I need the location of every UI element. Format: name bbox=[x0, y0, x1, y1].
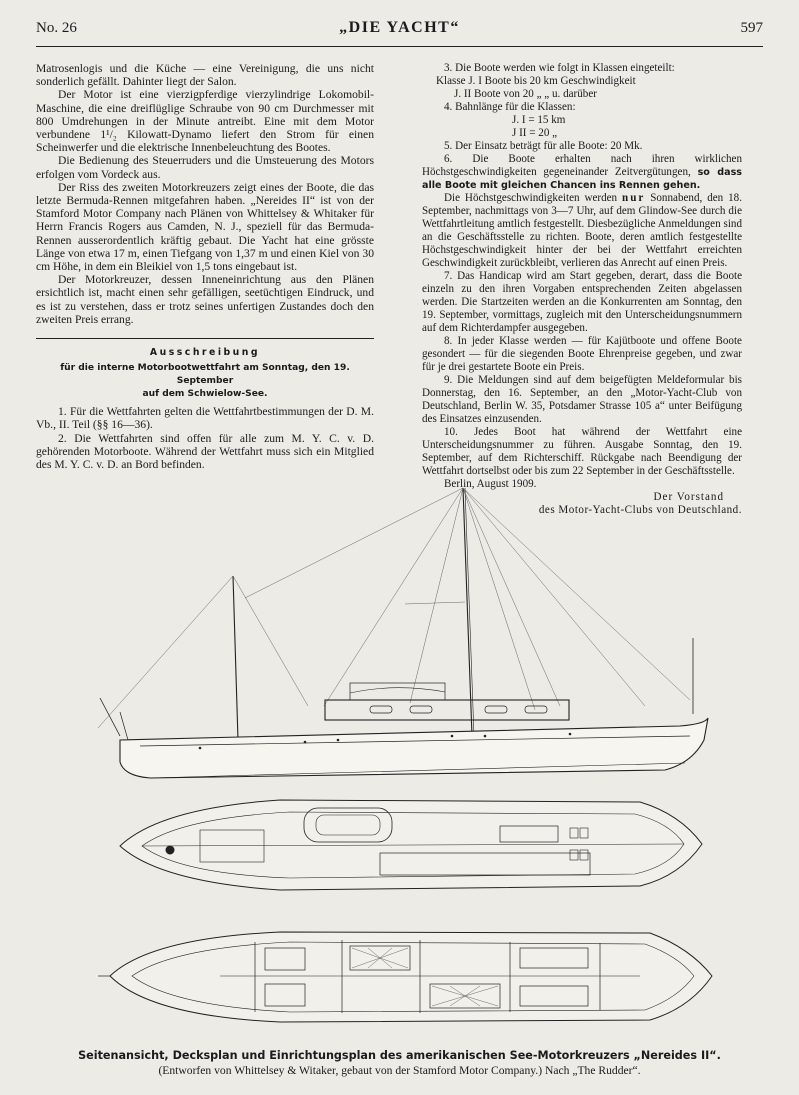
paragraph: Der Motor ist eine vierzigpferdige vierzylindrige Lokomobil-Maschine, die eine dreiflüglige Schraube von 90 cm Durchmesser mit 800 Umdrehungen in der Minute antreibt. Eine mit dem Motor verbundene 1¹/₂ Kilowatt-Dynamo liefert den Strom für einen Scheinwerfer und die elektrische Innenbeleuchtung des Bootes. bbox=[36, 88, 374, 155]
class-line: Klasse J. I Boote bis 20 km Geschwindigkeit bbox=[436, 75, 636, 87]
rule-text: Sonnabend, den 18. September, nachmittags von 3—7 Uhr, auf dem Glindow-See durch die Wettfahrtleitung amtlich festgestellt. Diesbezügliche Anmeldungen sind an die Geschäftsstelle zu richten. Boote, deren amtlich festgestellte Höchstgeschwindigkeit hinter der bei der Wettfahrt erreichten Geschwindigkeit zurückbleibt, verlieren das Anrecht auf einen Preis. bbox=[422, 192, 742, 269]
rule-item bbox=[422, 153, 742, 192]
rule-item: 4. Bahnlänge für die Klassen: bbox=[444, 101, 576, 113]
deck-plan-drawing bbox=[120, 800, 702, 890]
course-length: J. I = 15 km bbox=[512, 114, 566, 126]
rule-item: 9. Die Meldungen sind auf dem beigefügten Meldeformular bis Donnerstag, den 16. September, an den „Motor-Yacht-Club von Deutschland, Berlin W. 35, Potsdamer Strasse 105 a“ unter Beifügung des Einsatzes einzusenden. bbox=[422, 374, 742, 425]
class-line: J. II Boote von 20 „ „ u. darüber bbox=[454, 88, 597, 100]
figure-caption-credit: (Entworfen von Whittelsey & Witaker, gebaut von der Stamford Motor Company.) Nach „The Rudder“. bbox=[158, 1064, 641, 1077]
signature-line: Der Vorstand bbox=[653, 491, 724, 503]
rule-item: 5. Der Einsatz beträgt für alle Boote: 20 Mk. bbox=[444, 140, 643, 152]
rule-item: 7. Das Handicap wird am Start gegeben, derart, dass die Boote einzeln zu den ihren Vorgaben entsprechenden Zeiten abgelassen werden. Die Startzeiten werden an die Konkurrenten am Sonntag, den 19. September, vormittags, zugleich mit den Unterscheidungsnummern auf dem Richterdampfer ausgegeben. bbox=[422, 270, 742, 334]
rule-item: 2. Die Wettfahrten sind offen für alle zum M. Y. C. v. D. gehörenden Motorboote. Während der Wettfahrt muss sich ein Mitglied des M. Y. C. v. D. an Bord befinden. bbox=[36, 431, 374, 472]
course-length: J II = 20 „ bbox=[512, 127, 558, 139]
announcement-title: Ausschreibung bbox=[149, 347, 261, 359]
page-header bbox=[36, 20, 763, 47]
rule-emphasis: so dass alle Boote mit gleichen Chancen ins Rennen gehen. bbox=[422, 167, 742, 191]
paragraph: Der Riss des zweiten Motorkreuzers zeigt eines der Boote, die das letzte Bermuda-Rennen mitgefahren haben. „Nereides II“ ist von der Stamford Motor Company nach Plänen von Whittelsey & Whitaker für Herrn Francis Rogers aus Camden, N. J., speziell für das Bermuda-Rennen ausserordentlich kräftig gebaut. Die Yacht hat eine grösste Länge von etwa 17 m, einen Tiefgang von 1,37 m und einen Kiel von 30 cm Höhe, in dem ein Bleikiel von 1,5 tons eingebaut ist. bbox=[36, 180, 374, 274]
announcement-subtitle-line: auf dem Schwielow-See. bbox=[142, 389, 268, 400]
interior-plan-drawing bbox=[98, 932, 712, 1022]
rule-item: 3. Die Boote werden wie folgt in Klassen eingeteilt: bbox=[444, 62, 675, 74]
side-elevation-drawing bbox=[98, 488, 708, 778]
paragraph: Die Bedienung des Steuerruders und die Umsteuerung des Motors erfolgen vom Vordeck aus. bbox=[36, 154, 374, 181]
rule-item: 10. Jedes Boot hat während der Wettfahrt eine Unterscheidungsnummer zu führen. Ausgabe Sonntag, den 19. September, auf dem Richterschiff. Rückgabe nach Beendigung der Wettfahrt dortselbst oder bis zum 22 September in der Geschäftsstelle. bbox=[422, 426, 742, 477]
rule-item bbox=[422, 192, 742, 270]
place-date: Berlin, August 1909. bbox=[444, 478, 537, 490]
paragraph: Matrosenlogis und die Küche — eine Vereinigung, die uns nicht sonderlich gefällt. Dahinter liegt der Salon. bbox=[36, 62, 374, 89]
left-column bbox=[36, 62, 374, 471]
signature-line: des Motor-Yacht-Clubs von Deutschland. bbox=[538, 504, 742, 516]
section-divider bbox=[36, 338, 374, 339]
page-number: 597 bbox=[740, 20, 763, 36]
yacht-plans-figure bbox=[80, 478, 740, 1046]
rule-item: 1. Für die Wettfahrten gelten die Wettfahrtbestimmungen der D. M. Vb., II. Teil (§§ 16—36). bbox=[36, 405, 374, 432]
rule-text: Die Höchstgeschwindigkeiten werden bbox=[444, 192, 618, 204]
rule-item: 8. In jeder Klasse werden — für Kajütboote und offene Boote gesondert — für die siegenden Boote Ehrenpreise gegeben, und zwar für je drei gestartete Boote ein Preis. bbox=[422, 335, 742, 373]
paragraph: Der Motorkreuzer, dessen Inneneinrichtung aus den Plänen ersichtlich ist, macht einen sehr gefälligen, seetüchtigen Eindruck, und es ist zu verstehen, dass er trotz seines unfertigen Zustandes doch den zweiten Preis errang. bbox=[36, 273, 374, 326]
right-column bbox=[422, 62, 742, 517]
journal-title: „DIE YACHT“ bbox=[339, 19, 460, 36]
announcement-subtitle bbox=[36, 362, 374, 401]
rule-emphasis: nur bbox=[622, 192, 646, 204]
figure-caption-title: Seitenansicht, Decksplan und Einrichtungsplan des amerikanischen See-Motorkreuzers „Nereides II“. bbox=[78, 1049, 721, 1062]
issue-number: No. 26 bbox=[36, 20, 77, 36]
announcement-subtitle-line: für die interne Motorbootwettfahrt am Sonntag, den 19. September bbox=[60, 363, 350, 387]
rule-text: 6. Die Boote erhalten nach ihren wirklichen Höchstgeschwindigkeiten gegeneinander Zeitvergütungen, bbox=[422, 153, 742, 178]
